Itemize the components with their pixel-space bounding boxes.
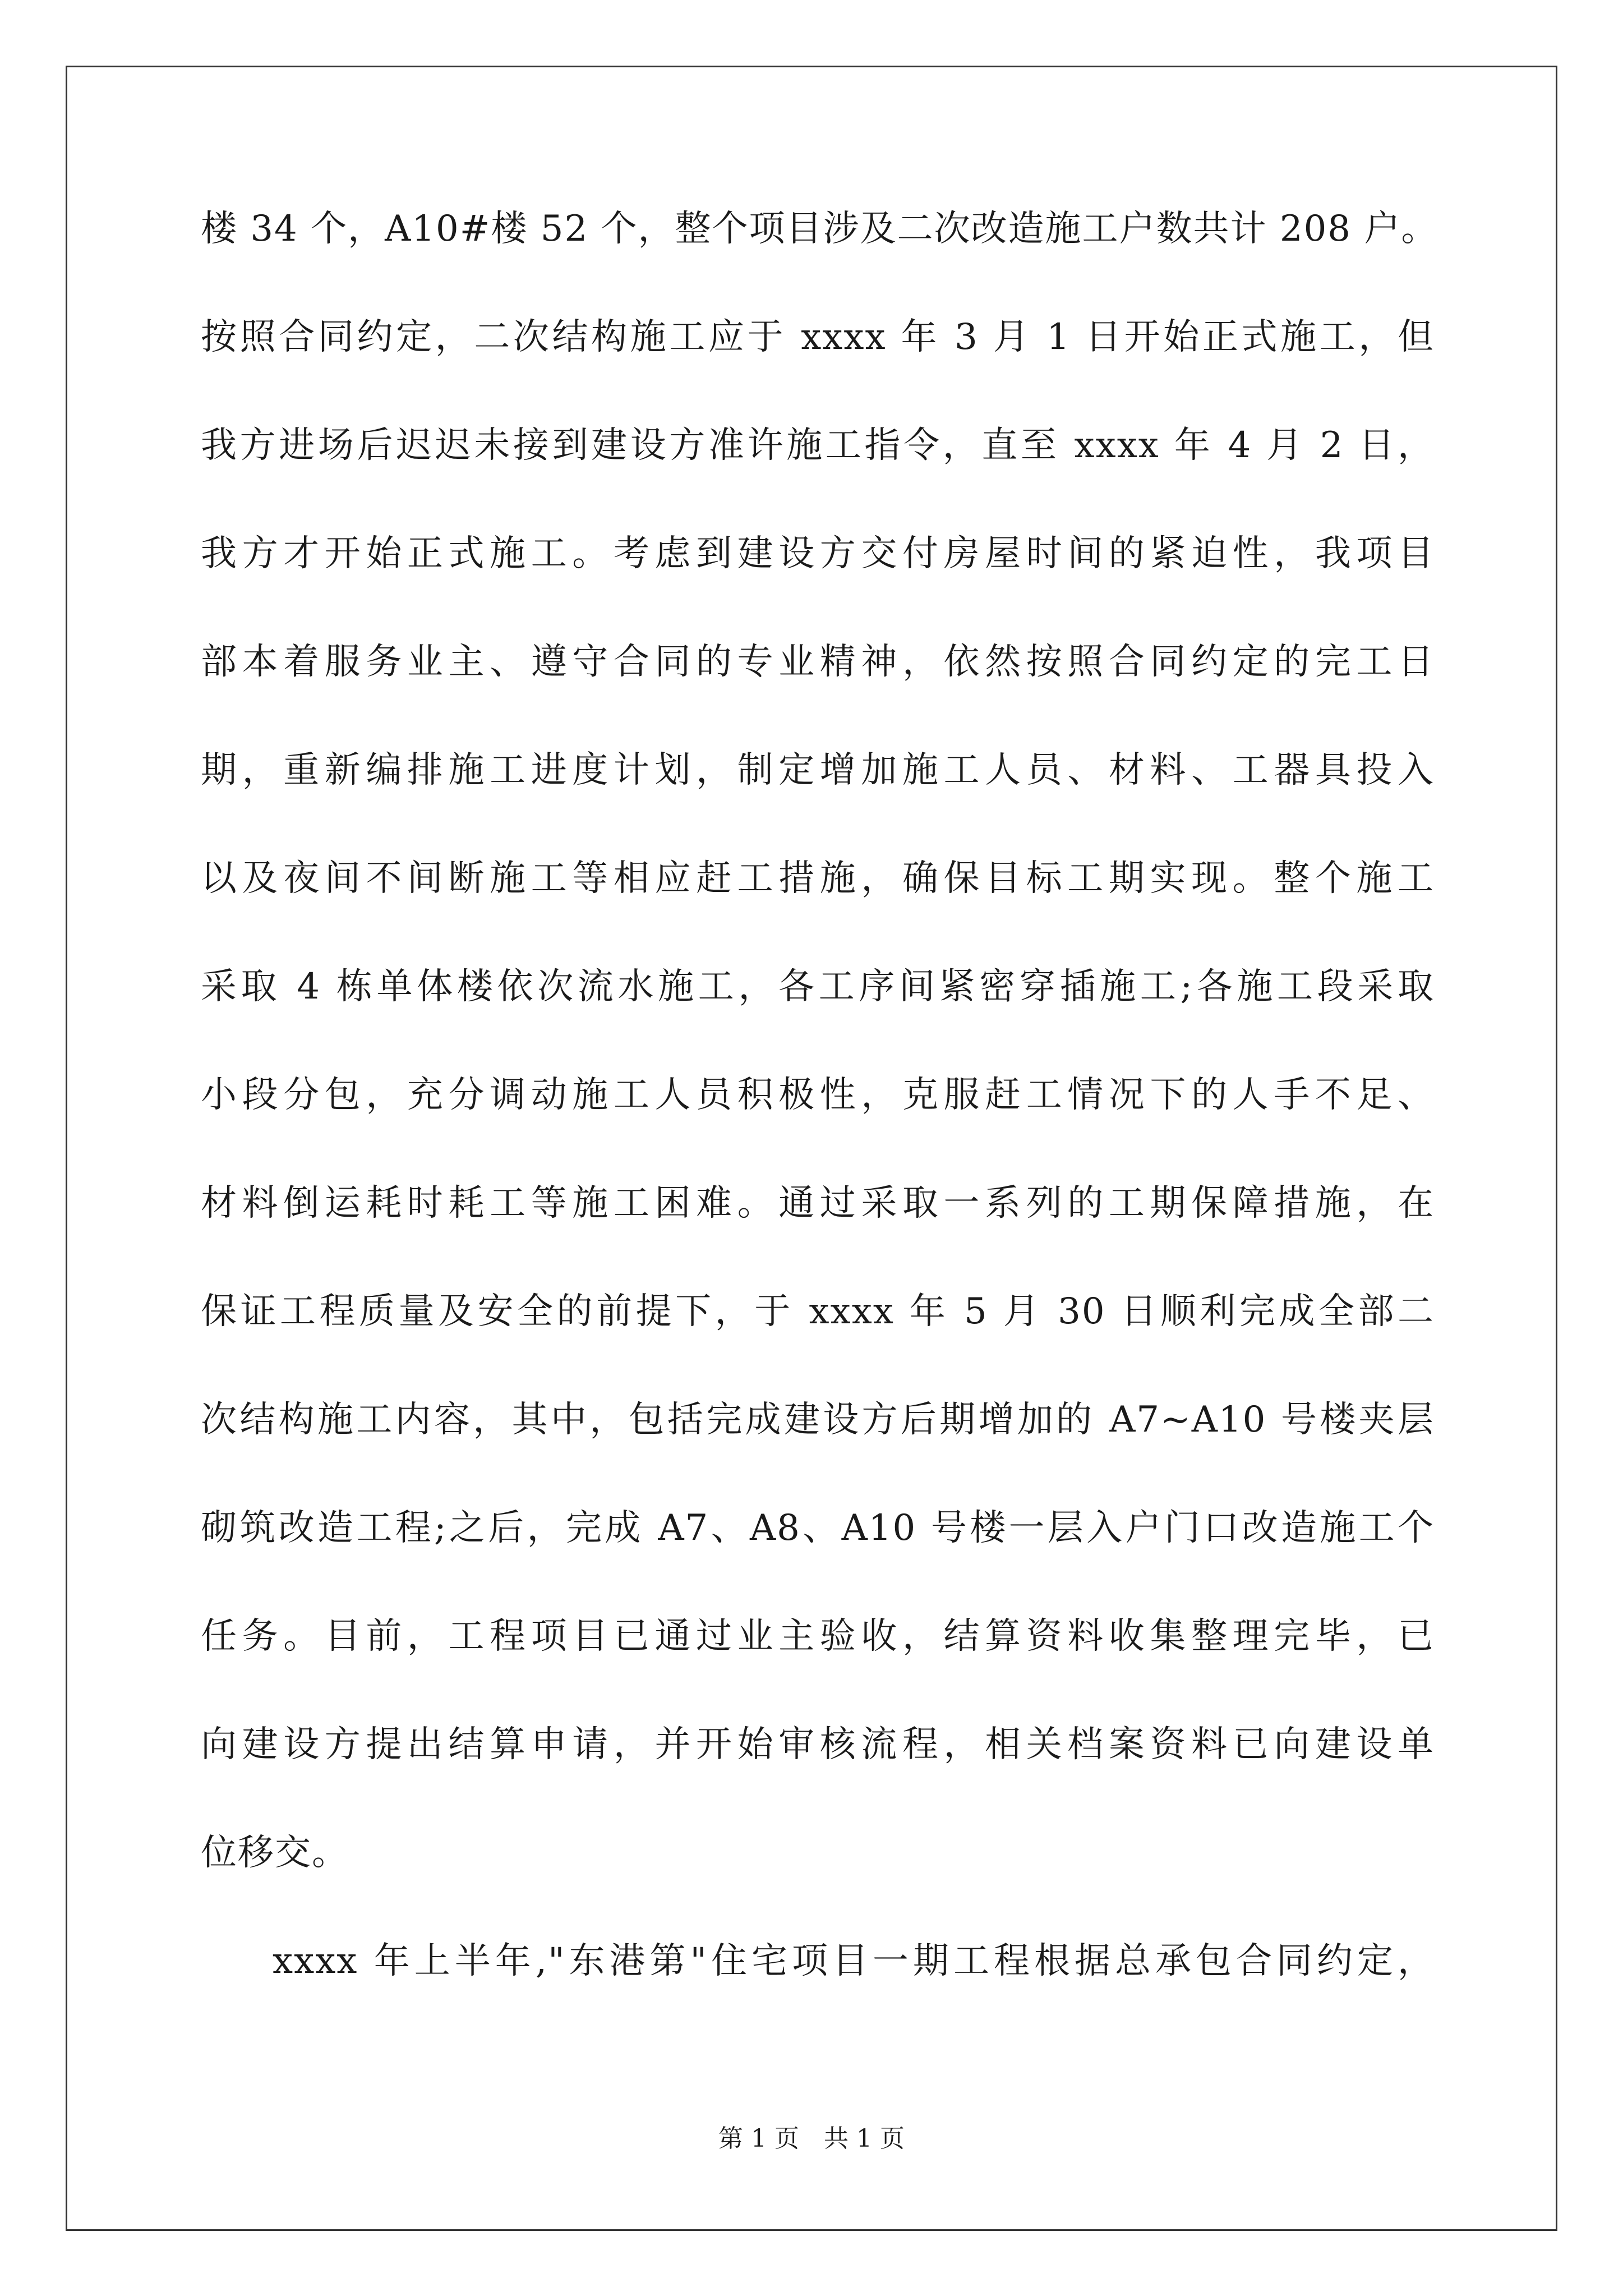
text-line: 部本着服务业主、遵守合同的专业精神，依然按照合同约定的完工日 <box>201 641 1435 683</box>
text-line: 次结构施工内容，其中，包括完成建设方后期增加的 A7~A10 号楼夹层 <box>201 1399 1435 1441</box>
text-line: 保证工程质量及安全的前提下，于 xxxx 年 5 月 30 日顺利完成全部二 <box>201 1291 1435 1332</box>
text-line: 采取 4 栋单体楼依次流水施工，各工序间紧密穿插施工;各施工段采取 <box>201 966 1435 1007</box>
text-line: 小段分包，充分调动施工人员积极性，克服赶工情况下的人手不足、 <box>201 1074 1435 1116</box>
text-line: 楼 34 个，A10#楼 52 个，整个项目涉及二次改造施工户数共计 208 户。 <box>201 208 1438 250</box>
text-line: 期，重新编排施工进度计划，制定增加施工人员、材料、工器具投入 <box>201 749 1435 791</box>
paragraph-start-line: xxxx 年上半年,"东港第"住宅项目一期工程根据总承包合同约定， <box>273 1940 1435 1982</box>
page-total: 共 1 页 <box>824 2124 905 2153</box>
text-line: 按照合同约定，二次结构施工应于 xxxx 年 3 月 1 日开始正式施工，但 <box>201 316 1435 358</box>
text-line: 材料倒运耗时耗工等施工困难。通过采取一系列的工期保障措施，在 <box>201 1182 1435 1224</box>
text-line: 向建设方提出结算申请，并开始审核流程，相关档案资料已向建设单 <box>201 1724 1435 1765</box>
text-line: 砌筑改造工程;之后，完成 A7、A8、A10 号楼一层入户门口改造施工个 <box>201 1507 1435 1549</box>
text-line: 位移交。 <box>201 1832 349 1874</box>
text-line: 以及夜间不间断施工等相应赶工措施，确保目标工期实现。整个施工 <box>201 858 1435 899</box>
text-line: 我方才开始正式施工。考虑到建设方交付房屋时间的紧迫性，我项目 <box>201 533 1435 574</box>
text-line: 任务。目前，工程项目已通过业主验收，结算资料收集整理完毕，已 <box>201 1616 1435 1657</box>
document-body <box>201 202 1438 2042</box>
page-number: 第 1 页 <box>718 2124 799 2153</box>
text-line: 我方进场后迟迟未接到建设方准许施工指令，直至 xxxx 年 4 月 2 日， <box>201 425 1435 466</box>
page-footer <box>0 2122 1623 2156</box>
